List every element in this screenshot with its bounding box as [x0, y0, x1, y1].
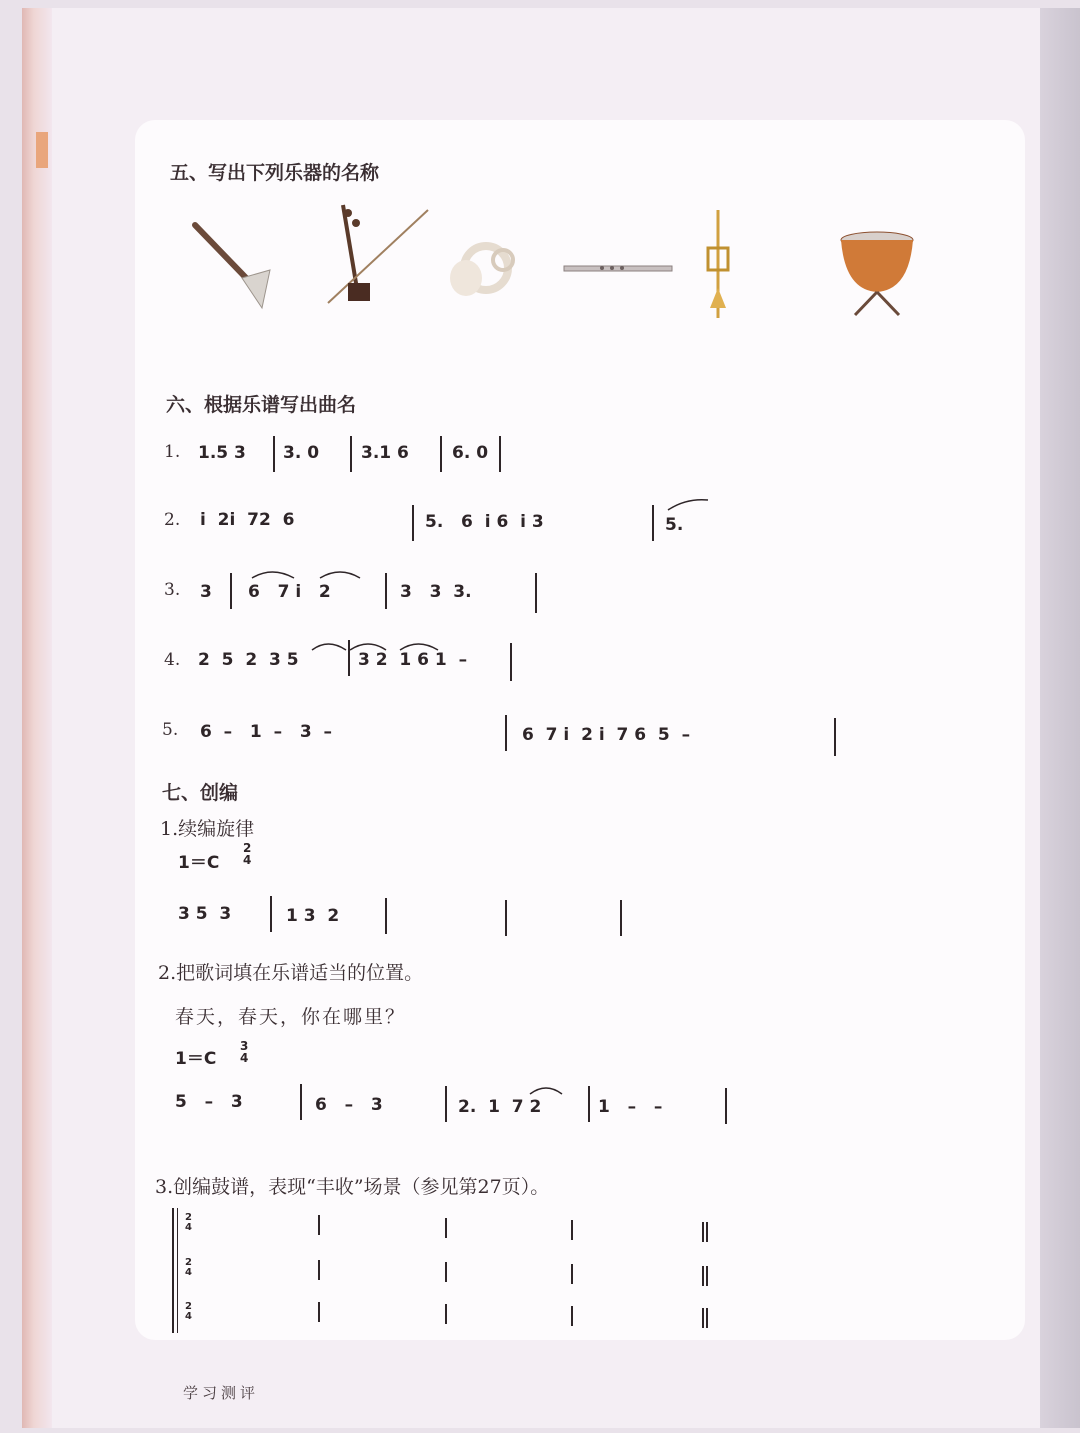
- measure: 3 5 3: [178, 904, 232, 924]
- barline: [571, 1220, 573, 1240]
- barline: [445, 1218, 447, 1238]
- time-bottom: 4: [185, 1222, 192, 1233]
- barline: [412, 505, 414, 541]
- time-top: 2: [185, 1212, 192, 1223]
- time-top: 2: [185, 1301, 192, 1312]
- barline: [350, 436, 352, 472]
- french-horn-icon: [448, 238, 533, 300]
- q2-label: 2.把歌词填在乐谱适当的位置。: [158, 962, 424, 984]
- barline: [445, 1304, 447, 1324]
- time-bottom: 4: [185, 1311, 192, 1322]
- item-label: 4.: [164, 650, 181, 670]
- measure: 2 5 2 3 5: [198, 650, 299, 670]
- measure: 3.1 6: [361, 443, 409, 463]
- barline: [440, 436, 442, 472]
- time-top: 3: [240, 1039, 249, 1053]
- item-label: 1.: [164, 442, 181, 462]
- barline: [571, 1264, 573, 1284]
- measure: 3 2 1 6 1 –: [358, 650, 468, 670]
- barline: [652, 505, 654, 541]
- barline: [588, 1086, 590, 1122]
- final-barline: [702, 1266, 704, 1286]
- barline: [318, 1302, 320, 1322]
- barline: [270, 896, 272, 932]
- barline: [318, 1215, 320, 1235]
- time-signature: [185, 1213, 192, 1233]
- time-bottom: 4: [185, 1267, 192, 1278]
- measure: 1 – –: [598, 1097, 663, 1117]
- time-signature: [185, 1258, 192, 1278]
- measure: 6. 0: [452, 443, 489, 463]
- key-signature: 1＝C: [178, 853, 220, 873]
- section5-title: 五、写出下列乐器的名称: [170, 162, 380, 184]
- final-barline: [706, 1266, 708, 1286]
- barline: [300, 1084, 302, 1120]
- barline: [445, 1086, 447, 1122]
- barline: [445, 1262, 447, 1282]
- barline: [571, 1306, 573, 1326]
- measure: 1.5 3: [198, 443, 246, 463]
- lyrics: 春天，春天，你在哪里？: [175, 1006, 407, 1028]
- flute-icon: [562, 262, 677, 276]
- score-brace: [172, 1208, 174, 1333]
- barline: [535, 573, 537, 613]
- final-barline: [702, 1308, 704, 1328]
- book-spine: [22, 8, 52, 1428]
- item-label: 2.: [164, 510, 181, 530]
- measure: 3 3 3.: [400, 582, 472, 602]
- barline: [385, 573, 387, 609]
- section7-title: 七、创编: [162, 782, 239, 804]
- section6-title: 六、根据乐谱写出曲名: [166, 394, 357, 416]
- barline: [385, 898, 387, 934]
- time-bottom: 4: [243, 853, 252, 867]
- final-barline: [702, 1222, 704, 1242]
- measure: 2. 1 7 2: [458, 1097, 542, 1117]
- barline: [725, 1088, 727, 1124]
- barline: [834, 718, 836, 756]
- time-top: 2: [243, 841, 252, 855]
- key-signature: 1＝C: [175, 1049, 217, 1069]
- trumpet-icon: [698, 208, 738, 323]
- item-label: 5.: [162, 720, 179, 740]
- measure: 6 – 1 – 3 –: [200, 722, 333, 742]
- score-brace: [177, 1208, 178, 1333]
- barline: [273, 436, 275, 472]
- barline: [499, 436, 501, 472]
- measure: 1 3 2: [286, 906, 340, 926]
- measure: 3. 0: [283, 443, 320, 463]
- page-edge: [1040, 8, 1080, 1428]
- time-signature: [185, 1302, 192, 1322]
- page-footer: 学习测评: [183, 1384, 260, 1402]
- barline: [510, 643, 512, 681]
- erhu-icon: [318, 195, 438, 310]
- time-signature: [240, 1040, 248, 1064]
- measure: 5.: [665, 515, 684, 535]
- q3-label: 3.创编鼓谱，表现“丰收”场景（参见第27页）。: [155, 1176, 550, 1198]
- measure: 6 7 i 2: [248, 582, 331, 602]
- suona-icon: [190, 220, 280, 310]
- item-label: 3.: [164, 580, 181, 600]
- timpani-icon: [835, 220, 935, 320]
- final-barline: [706, 1222, 708, 1242]
- q1-label: 1.续编旋律: [160, 818, 255, 840]
- tie-arc: [250, 566, 370, 580]
- page-tab-marker: [36, 132, 48, 168]
- measure: 5. 6 i 6 i 3: [425, 512, 544, 532]
- barline: [318, 1260, 320, 1280]
- barline: [505, 715, 507, 751]
- measure: i 2i 72 6: [200, 510, 295, 530]
- barline: [620, 900, 622, 936]
- time-top: 2: [185, 1257, 192, 1268]
- time-signature: [243, 842, 251, 866]
- tie-arc: [666, 498, 710, 512]
- measure: 6 – 3: [315, 1095, 383, 1115]
- measure: 5 – 3: [175, 1092, 243, 1112]
- measure: 3: [200, 582, 212, 602]
- measure: 6 7 i 2 i 7 6 5 –: [522, 725, 691, 745]
- barline: [505, 900, 507, 936]
- tie-arc: [528, 1082, 564, 1096]
- final-barline: [706, 1308, 708, 1328]
- barline: [230, 573, 232, 609]
- time-bottom: 4: [240, 1051, 249, 1065]
- barline: [348, 640, 350, 676]
